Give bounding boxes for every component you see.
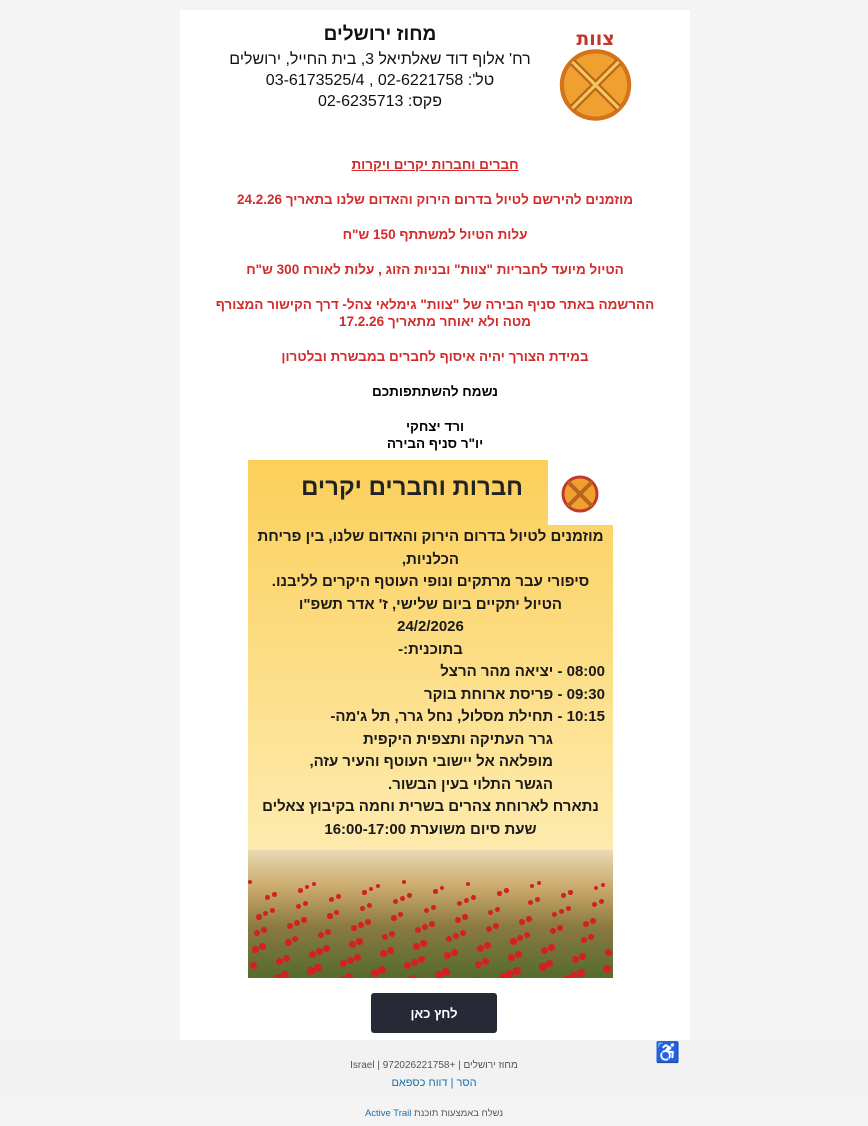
poppy xyxy=(270,908,275,913)
poppy xyxy=(362,890,367,895)
poppy xyxy=(559,909,564,914)
poppy xyxy=(263,911,268,916)
poppy xyxy=(382,934,388,940)
poppy xyxy=(272,892,277,897)
poppy xyxy=(548,944,555,951)
poppy xyxy=(504,888,509,893)
poppy xyxy=(391,915,397,921)
poppy xyxy=(495,907,500,912)
poppy xyxy=(248,880,252,884)
flyer-line: 24/2/2026 xyxy=(397,618,464,635)
poppy xyxy=(513,967,521,975)
closing-text: נשמח להשתתפותכם xyxy=(371,384,498,399)
poppy xyxy=(312,882,316,886)
flyer-line: הטיול יתקיים ביום שלישי, ז' אדר תשפ"ו xyxy=(298,595,563,613)
poppy xyxy=(466,882,470,886)
org-phone: טל': 02-6221758 , 03-6173525/4 xyxy=(265,72,495,89)
poppy xyxy=(473,977,481,978)
poppy xyxy=(329,897,334,902)
poppy xyxy=(528,900,533,905)
poppy xyxy=(336,894,341,899)
poppy xyxy=(415,927,421,933)
poppy xyxy=(256,914,262,920)
poppy xyxy=(340,960,347,967)
trip-flyer-image xyxy=(248,460,613,978)
poppy xyxy=(506,970,514,978)
poppy xyxy=(354,954,361,961)
poppy xyxy=(552,912,557,917)
flyer-line: מוזמנים לטיול בדרום הירוק והאדום שלנו, בין פריחת xyxy=(257,528,604,545)
report-spam-link[interactable]: דווח כספאם xyxy=(391,1077,448,1089)
poppy xyxy=(546,960,553,967)
poppy xyxy=(477,945,484,952)
email-card xyxy=(180,10,690,1040)
poppy xyxy=(325,929,331,935)
org-name: מחוז ירושלים xyxy=(323,24,437,45)
poppy xyxy=(433,889,438,894)
poppy xyxy=(281,971,289,978)
poppy xyxy=(592,902,597,907)
poppy xyxy=(508,954,515,961)
poppy xyxy=(259,943,266,950)
poppy xyxy=(579,953,586,960)
poppy xyxy=(464,898,469,903)
poppy xyxy=(519,919,525,925)
poppy xyxy=(594,886,598,890)
poppy xyxy=(517,935,523,941)
poppy xyxy=(455,917,461,923)
poppy xyxy=(577,969,585,977)
poppy xyxy=(497,891,502,896)
flyer-line: מופלאה אל יישובי העוטף והעיר עזה, xyxy=(309,753,553,770)
poppy xyxy=(499,973,507,978)
flyer-line: 09:30 - פריסת ארוחת בוקר xyxy=(423,685,605,703)
flyer-title: חברות וחברים יקרים xyxy=(301,474,523,501)
poppy xyxy=(530,884,534,888)
poppy xyxy=(296,904,301,909)
poppy xyxy=(287,923,293,929)
flyer-line: שעת סיום משוערת 16:00-17:00 xyxy=(324,820,537,838)
poppy xyxy=(367,903,372,908)
svg-text:צוות: צוות xyxy=(576,28,615,51)
poppy xyxy=(588,934,594,940)
poppy xyxy=(422,924,428,930)
poppy xyxy=(358,922,364,928)
poppy xyxy=(568,890,573,895)
poppy xyxy=(376,884,380,888)
poppy xyxy=(400,896,405,901)
intended-text: הטיול מיועד לחבריות "צוות" ובניות הזוג , עלות לאורח 300 ש"ח xyxy=(246,262,624,277)
poppy xyxy=(566,906,571,911)
poppy xyxy=(510,938,517,945)
poppy xyxy=(486,926,492,932)
poppy xyxy=(475,961,482,968)
cost-text: עלות הטיול למשתתף 150 ש"ח xyxy=(342,227,528,242)
poppy xyxy=(550,928,556,934)
flyer-line: 10:15 - תחילת מסלול, נחל גרר, תל ג'מה- xyxy=(330,708,605,725)
poppy-field xyxy=(248,850,613,978)
footer-info: מחוז ירושלים | +972026221758 | Israel xyxy=(350,1060,518,1071)
poppy xyxy=(539,963,547,971)
poppy xyxy=(570,972,578,978)
poppy xyxy=(581,937,587,943)
poppy xyxy=(460,930,466,936)
poppy xyxy=(276,958,283,965)
flyer-line: הגשר התלוי בעין הבשור. xyxy=(388,775,553,793)
poppy xyxy=(541,947,548,954)
poppy xyxy=(327,913,333,919)
poppy xyxy=(274,974,282,978)
poppy xyxy=(402,880,406,884)
poppy xyxy=(583,921,589,927)
flyer-line: נתארח לארוחת צהרים בשרית וחמה בקיבוץ צאלים xyxy=(262,798,599,815)
poppy xyxy=(404,962,411,969)
org-fax: פקס: 02-6235713 xyxy=(318,93,442,110)
poppy xyxy=(365,919,371,925)
poppy xyxy=(409,975,417,978)
poppy xyxy=(398,912,403,917)
poppy xyxy=(431,905,436,910)
poppy xyxy=(387,947,394,954)
poppy xyxy=(250,962,257,969)
poppy xyxy=(393,899,398,904)
org-header xyxy=(220,24,540,112)
register-text: ההרשמה באתר סניף הבירה של "צוות" גימלאי צהל- דרך הקישור המצורף מטה ולא יאוחר מתאריך 17.2.26 xyxy=(215,297,655,329)
sent-by: נשלח באמצעות תוכנת Active Trail xyxy=(364,1108,504,1119)
poppy xyxy=(301,917,307,923)
poppy xyxy=(453,933,459,939)
poppy xyxy=(407,893,412,898)
poppy xyxy=(435,971,443,978)
poppy xyxy=(309,951,316,958)
activetrail-link[interactable]: Active Trail xyxy=(364,1108,412,1119)
poppy xyxy=(349,941,356,948)
poppy xyxy=(482,958,489,965)
poppy xyxy=(314,964,322,972)
poppy xyxy=(537,881,541,885)
flyer-logo xyxy=(548,460,613,525)
poppy xyxy=(442,968,450,976)
poppy xyxy=(371,969,379,977)
poppy xyxy=(599,899,604,904)
poppy xyxy=(462,914,468,920)
poppy xyxy=(420,940,427,947)
poppy xyxy=(292,936,298,942)
poppy xyxy=(418,956,425,963)
poppy xyxy=(429,921,435,927)
poppy xyxy=(307,967,315,975)
footer: ♿ מחוז ירושלים | +972026221758 | Israel הסר | דווח כספאם xyxy=(0,1040,868,1098)
poppy xyxy=(265,895,270,900)
poppy xyxy=(316,948,323,955)
poppy xyxy=(557,925,563,931)
poppy xyxy=(451,949,458,956)
poppy xyxy=(261,927,267,933)
flyer-line: בתוכנית:- xyxy=(398,640,463,658)
poppy xyxy=(603,965,611,973)
poppy xyxy=(446,936,452,942)
poppy xyxy=(356,938,363,945)
poppy xyxy=(411,959,418,966)
poppy xyxy=(334,910,339,915)
org-address: רח' אלוף דוד שאלתיאל 3, בית החייל, ירושלים xyxy=(229,51,531,68)
poppy xyxy=(298,888,303,893)
poppy xyxy=(471,895,476,900)
flyer-line: גרר העתיקה ותצפית היקפית xyxy=(362,730,553,748)
poppy xyxy=(444,952,451,959)
flyer-line: הכלניות, xyxy=(401,550,460,568)
remove-link[interactable]: הסר xyxy=(456,1077,477,1089)
poppy xyxy=(351,925,357,931)
poppy xyxy=(563,975,571,978)
poppy xyxy=(369,887,373,891)
message-body xyxy=(180,156,690,470)
poppy xyxy=(526,916,532,922)
greeting: חברים וחברות יקרים ויקרות xyxy=(351,157,519,172)
poppy xyxy=(601,883,605,887)
poppy xyxy=(524,932,530,938)
poppy xyxy=(285,939,292,946)
poppy xyxy=(305,885,309,889)
poppy xyxy=(347,957,354,964)
invite-text: מוזמנים להירשם לטיול בדרום הירוק והאדום שלנו בתאריך 24.2.26 xyxy=(236,192,634,207)
flyer-line: 08:00 - יציאה מהר הרצל xyxy=(440,663,605,680)
poppy xyxy=(424,908,429,913)
poppy xyxy=(254,930,260,936)
poppy xyxy=(380,950,387,957)
poppy xyxy=(360,906,365,911)
poppy xyxy=(252,946,259,953)
poppy xyxy=(294,920,300,926)
tzevet-logo xyxy=(543,22,648,127)
poppy xyxy=(484,942,491,949)
poppy xyxy=(318,932,324,938)
flyer-line: סיפורי עבר מרתקים ונופי העוטף היקרים לליבנו. xyxy=(271,573,590,590)
flyer-text xyxy=(248,526,613,841)
poppy xyxy=(561,893,566,898)
accessibility-icon[interactable]: ♿ xyxy=(655,1042,680,1064)
poppy xyxy=(515,951,522,958)
pickup-text: במידת הצורך יהיה איסוף לחברים במבשרת ובלטרון xyxy=(281,349,589,364)
poppy xyxy=(378,966,386,974)
poppy xyxy=(493,923,499,929)
poppy xyxy=(535,897,540,902)
poppy xyxy=(338,976,346,978)
click-here-button[interactable]: לחץ כאן xyxy=(371,993,497,1033)
poppy xyxy=(605,949,612,956)
poppy xyxy=(440,886,444,890)
poppy xyxy=(413,943,420,950)
poppy xyxy=(303,901,308,906)
poppy xyxy=(572,956,579,963)
poppy xyxy=(323,945,330,952)
poppy xyxy=(457,901,462,906)
poppy xyxy=(389,931,395,937)
poppy xyxy=(590,918,596,924)
signature: ורד יצחקי יו"ר סניף הבירה xyxy=(386,419,484,451)
poppy xyxy=(345,973,353,978)
poppy xyxy=(283,955,290,962)
poppy xyxy=(488,910,493,915)
